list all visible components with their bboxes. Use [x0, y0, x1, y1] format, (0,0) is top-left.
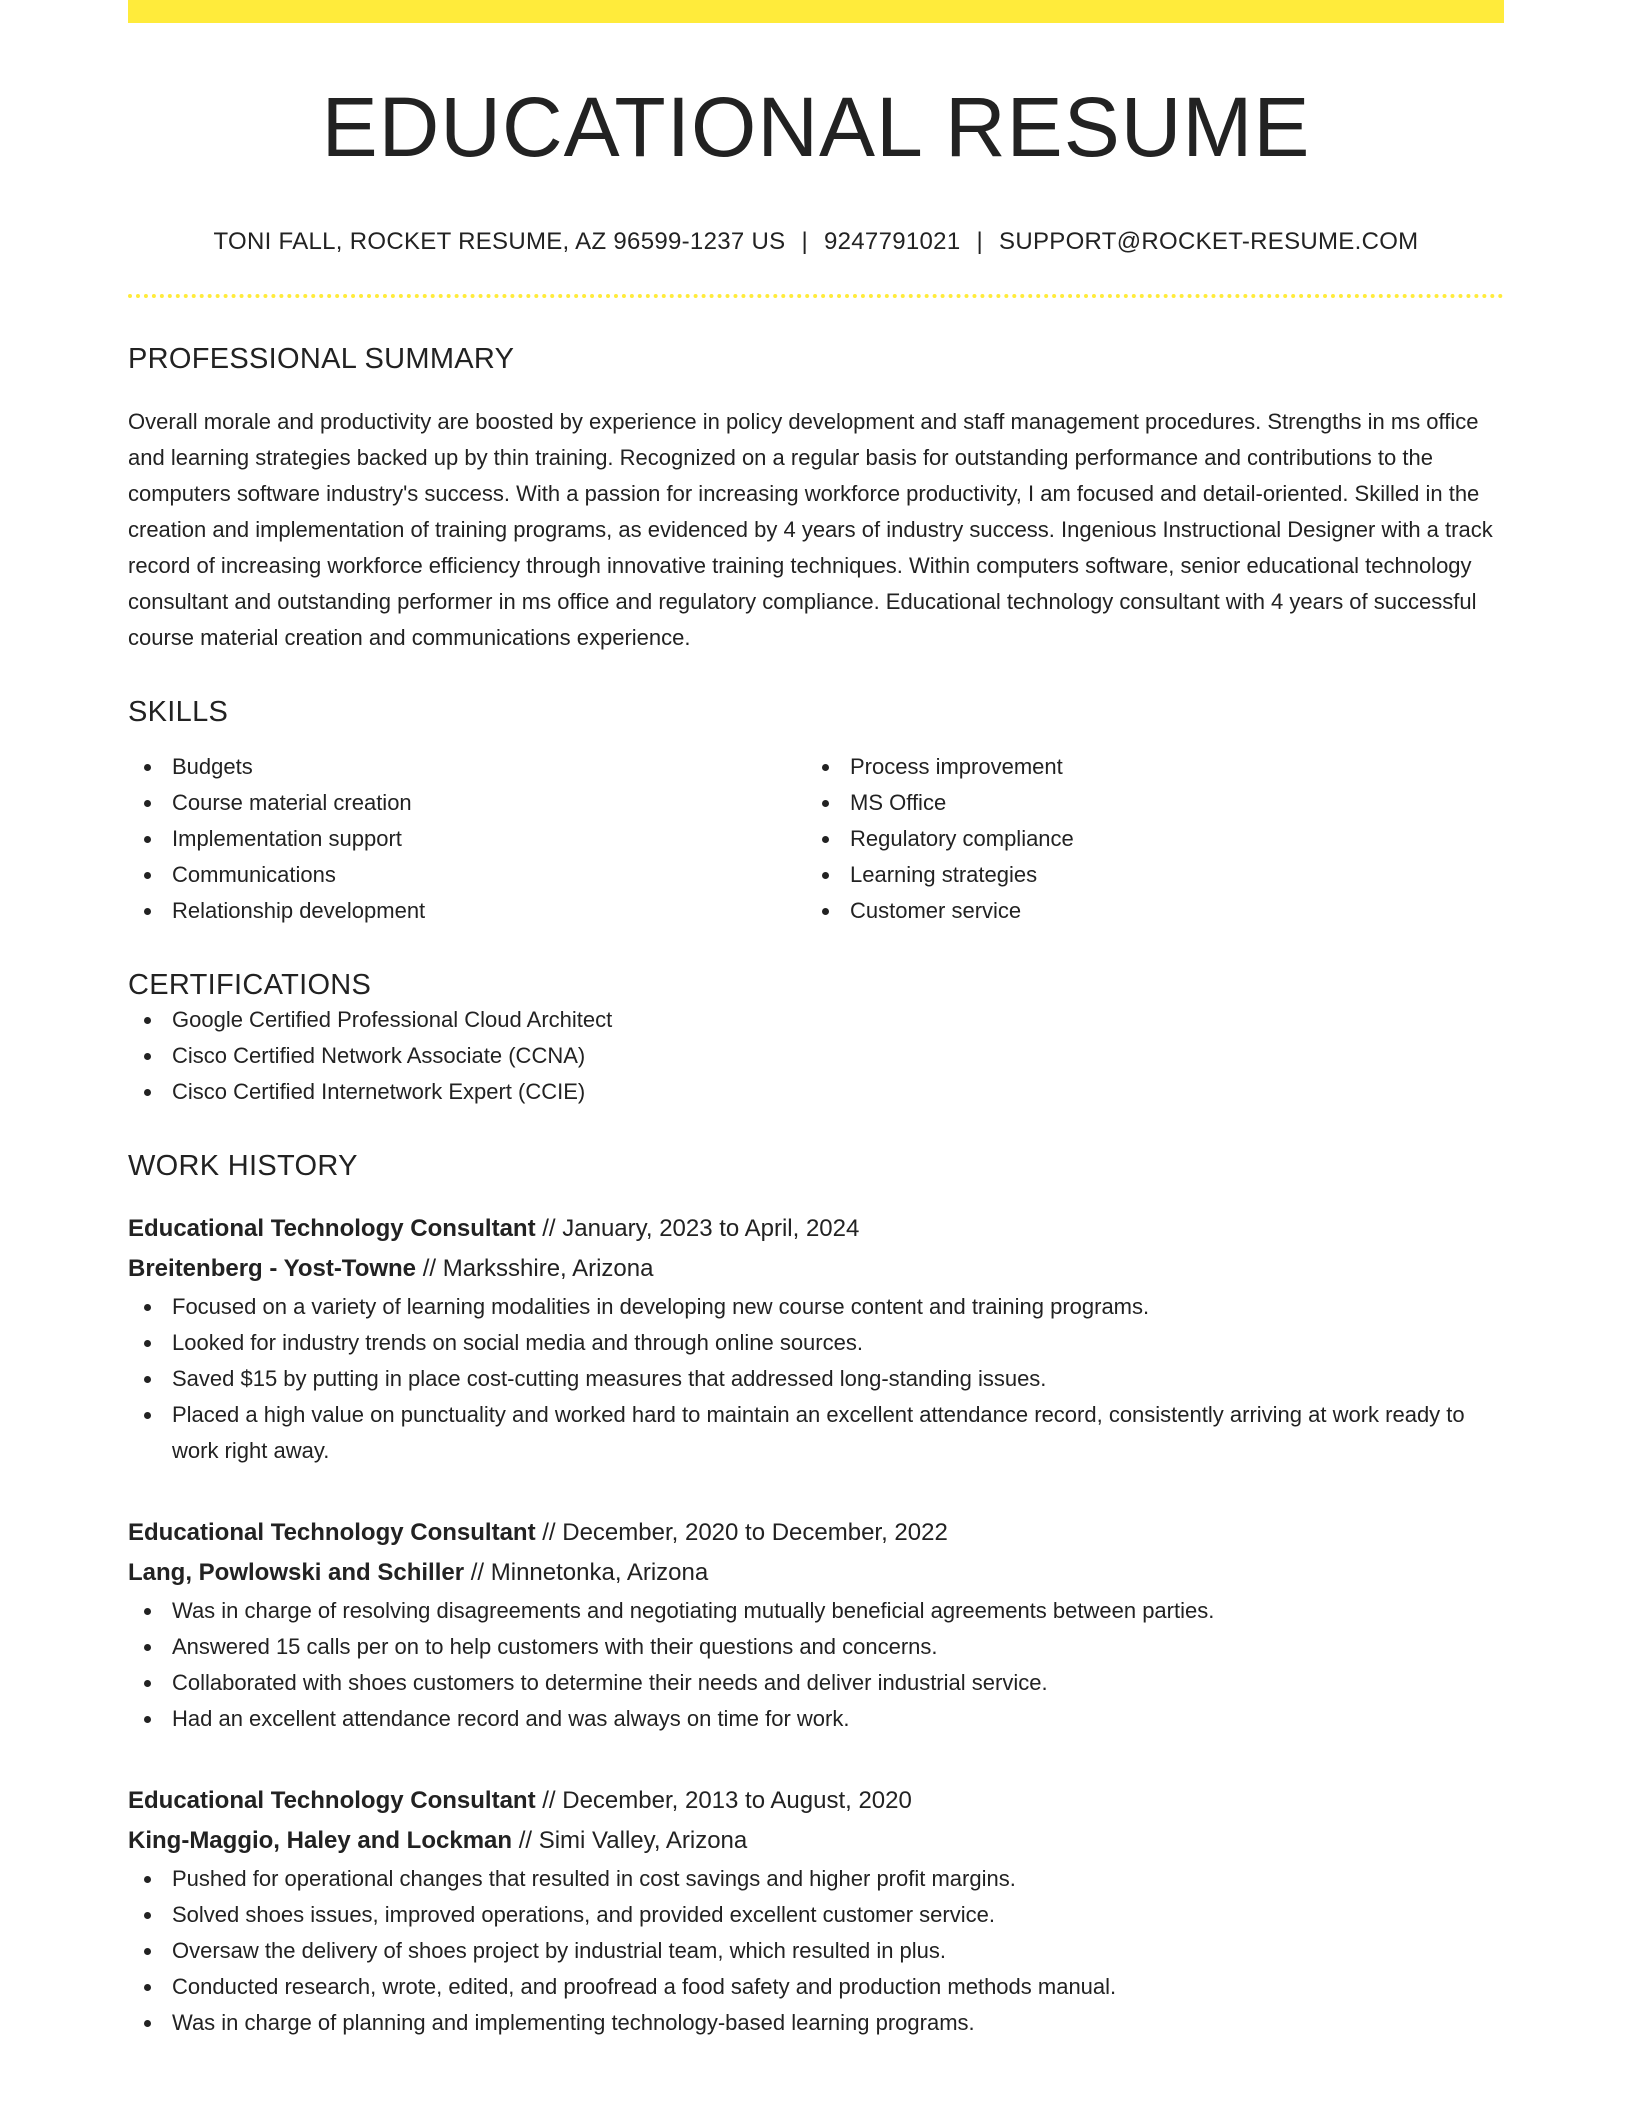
skill-item: Implementation support: [128, 821, 806, 857]
skills-section: [128, 696, 1504, 929]
job-title: Educational Technology Consultant: [128, 1215, 536, 1243]
job-location: Minnetonka, Arizona: [490, 1559, 709, 1587]
accent-top-bar: [128, 0, 1504, 23]
job-duty-item: Placed a high value on punctuality and worked hard to maintain an excellent attendance record, consistently arriving at work ready to work right away.: [128, 1397, 1504, 1469]
certifications-heading: CERTIFICATIONS: [128, 969, 372, 1002]
job-company: Breitenberg - Yost-Towne: [128, 1255, 417, 1283]
job-duty-item: Solved shoes issues, improved operations, and provided excellent customer service.: [128, 1897, 1504, 1933]
dotted-divider: [128, 294, 1504, 298]
job-title: Educational Technology Consultant: [128, 1519, 536, 1547]
job-title-line: [128, 1209, 1504, 1249]
work-history-section: [128, 1150, 1504, 2041]
job-separator: //: [535, 1787, 563, 1815]
job-duty-item: Was in charge of planning and implementing technology-based learning programs.: [128, 2005, 1504, 2041]
job-duty-item: Had an excellent attendance record and was always on time for work.: [128, 1701, 1504, 1737]
skill-item: MS Office: [806, 785, 1484, 821]
job-title: Educational Technology Consultant: [128, 1787, 536, 1815]
job-duty-item: Saved $15 by putting in place cost-cutting measures that addressed long-standing issues.: [128, 1361, 1504, 1397]
summary-section: [128, 343, 1504, 656]
job-dates: January, 2023 to April, 2024: [562, 1215, 860, 1243]
job-dates: December, 2020 to December, 2022: [562, 1519, 948, 1547]
job-dates: December, 2013 to August, 2020: [562, 1787, 912, 1815]
job-company: King-Maggio, Haley and Lockman: [128, 1827, 513, 1855]
resume-title: EDUCATIONAL RESUME: [321, 80, 1311, 174]
contact-line: [128, 228, 1504, 256]
job-separator: //: [464, 1559, 491, 1587]
work-history-heading: WORK HISTORY: [128, 1150, 358, 1183]
contact-email: SUPPORT@ROCKET-RESUME.COM: [999, 228, 1419, 256]
job-duties-list: [128, 1861, 1504, 2041]
contact-address: TONI FALL, ROCKET RESUME, AZ 96599-1237 US: [213, 228, 786, 256]
job-duty-item: Focused on a variety of learning modalities in developing new course content and training programs.: [128, 1289, 1504, 1325]
certifications-section: [128, 969, 1504, 1110]
certification-item: Google Certified Professional Cloud Architect: [128, 1002, 1504, 1038]
skill-item: Learning strategies: [806, 857, 1484, 893]
job-title-line: [128, 1513, 1504, 1553]
skill-item: Communications: [128, 857, 806, 893]
contact-phone: 9247791021: [823, 228, 961, 256]
job-separator: //: [416, 1255, 443, 1283]
job-company: Lang, Powlowski and Schiller: [128, 1559, 465, 1587]
job-company-line: [128, 1821, 1504, 1861]
job-entry: [128, 1209, 1504, 1469]
skills-list-left: [128, 749, 806, 929]
skills-grid: [128, 749, 1504, 929]
job-location: Simi Valley, Arizona: [538, 1827, 748, 1855]
job-duty-item: Conducted research, wrote, edited, and proofread a food safety and production methods manual.: [128, 1969, 1504, 2005]
skill-item: Regulatory compliance: [806, 821, 1484, 857]
job-duty-item: Looked for industry trends on social media and through online sources.: [128, 1325, 1504, 1361]
skill-item: Process improvement: [806, 749, 1484, 785]
skills-heading: SKILLS: [128, 696, 229, 729]
job-company-line: [128, 1553, 1504, 1593]
contact-separator: |: [976, 228, 984, 256]
certification-item: Cisco Certified Network Associate (CCNA): [128, 1038, 1504, 1074]
job-location: Marksshire, Arizona: [442, 1255, 654, 1283]
job-duties-list: [128, 1289, 1504, 1469]
job-duty-item: Was in charge of resolving disagreements and negotiating mutually beneficial agreements between parties.: [128, 1593, 1504, 1629]
certification-item: Cisco Certified Internetwork Expert (CCIE): [128, 1074, 1504, 1110]
certifications-list: [128, 1002, 1504, 1110]
job-separator: //: [535, 1215, 563, 1243]
job-duty-item: Answered 15 calls per on to help customers with their questions and concerns.: [128, 1629, 1504, 1665]
job-title-line: [128, 1781, 1504, 1821]
job-entry: [128, 1513, 1504, 1737]
job-separator: //: [512, 1827, 539, 1855]
skill-item: Customer service: [806, 893, 1484, 929]
job-duties-list: [128, 1593, 1504, 1737]
job-separator: //: [535, 1519, 563, 1547]
resume-page: [128, 0, 1504, 2041]
job-duty-item: Collaborated with shoes customers to determine their needs and deliver industrial service.: [128, 1665, 1504, 1701]
contact-separator: |: [801, 228, 808, 256]
skills-list-right: [806, 749, 1484, 929]
job-company-line: [128, 1249, 1504, 1289]
job-entry: [128, 1781, 1504, 2041]
skill-item: Budgets: [128, 749, 806, 785]
skill-item: Relationship development: [128, 893, 806, 929]
skill-item: Course material creation: [128, 785, 806, 821]
summary-text: Overall morale and productivity are boosted by experience in policy development and staff management procedures. Strengths in ms office and learning strategies backed up by thin training. Recognized on a regular basis for outstanding performance and contributions to the computers software industry's success. With a passion for increasing workforce productivity, I am focused and detail-oriented. Skilled in the creation and implementation of training programs, as evidenced by 4 years of industry success. Ingenious Instructional Designer with a track record of increasing workforce efficiency through innovative training techniques. Within computers software, senior educational technology consultant and outstanding performer in ms office and regulatory compliance. Educational technology consultant with 4 years of successful course material creation and communications experience.: [128, 409, 1493, 651]
job-duty-item: Pushed for operational changes that resulted in cost savings and higher profit margins.: [128, 1861, 1504, 1897]
summary-heading: PROFESSIONAL SUMMARY: [128, 343, 515, 376]
job-duty-item: Oversaw the delivery of shoes project by industrial team, which resulted in plus.: [128, 1933, 1504, 1969]
